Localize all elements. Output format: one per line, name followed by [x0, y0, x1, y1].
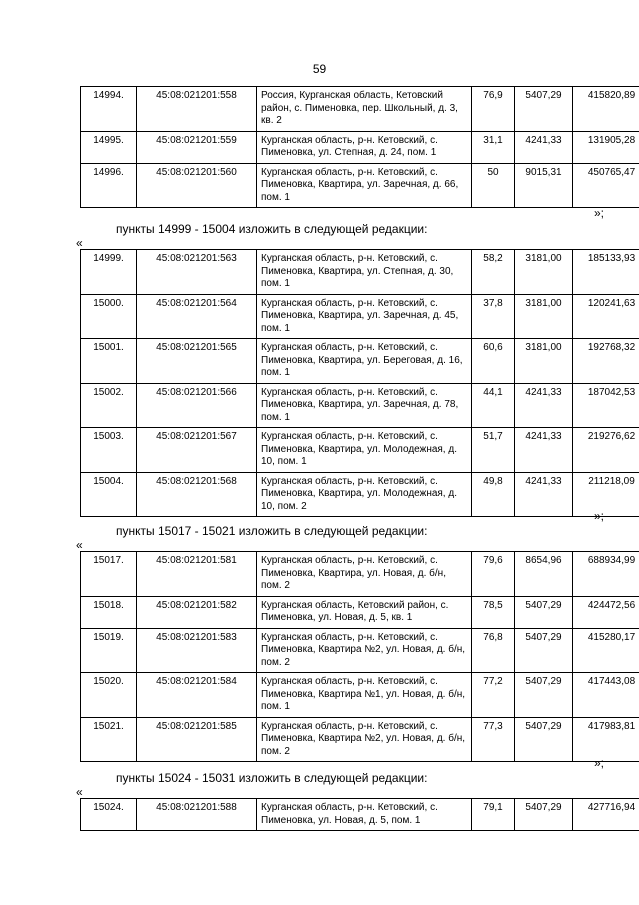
table-row [81, 428, 639, 473]
cell-address: Россия, Курганская область, Кетовский район, с. Пименовка, пер. Школьный, д. 3, кв. 2 [257, 87, 472, 132]
cell-total: 185133,93 [573, 250, 639, 295]
closing-quote: »; [594, 509, 605, 523]
cell-total: 417983,81 [573, 717, 639, 762]
cell-total: 120241,63 [573, 294, 639, 339]
table-row [81, 87, 639, 132]
cell-area: 51,7 [472, 428, 515, 473]
table-row [81, 717, 639, 762]
table-row [81, 163, 639, 208]
cell-number: 14999. [81, 250, 137, 295]
cell-address: Курганская область, р-н. Кетовский, с. Пименовка, Квартира №1, ул. Новая, д. б/н, пом. 1 [257, 673, 472, 718]
cell-address: Курганская область, р-н. Кетовский, с. Пименовка, Квартира, ул. Заречная, д. 45, пом. 1 [257, 294, 472, 339]
closing-quote: »; [594, 756, 605, 770]
cell-total: 450765,47 [573, 163, 639, 208]
table-row [81, 628, 639, 673]
page-number: 59 [312, 62, 327, 76]
section-heading: пункты 14999 - 15004 изложить в следующей редакции: [116, 222, 428, 236]
cell-area: 37,8 [472, 294, 515, 339]
table-row [81, 673, 639, 718]
cell-cadastral: 45:08:021201:567 [137, 428, 257, 473]
cell-number: 15004. [81, 472, 137, 517]
cell-area: 77,2 [472, 673, 515, 718]
cell-number: 14994. [81, 87, 137, 132]
table-row [81, 552, 639, 597]
cell-address: Курганская область, Кетовский район, с. Пименовка, ул. Новая, д. 5, кв. 1 [257, 596, 472, 628]
cell-cadastral: 45:08:021201:582 [137, 596, 257, 628]
cell-number: 15002. [81, 383, 137, 428]
cell-price: 3181,00 [515, 339, 573, 384]
cell-number: 15017. [81, 552, 137, 597]
cell-price: 5407,29 [515, 628, 573, 673]
cell-number: 15018. [81, 596, 137, 628]
cell-price: 4241,33 [515, 131, 573, 163]
registry-table-3 [80, 551, 639, 762]
registry-table-2 [80, 249, 639, 517]
section-heading: пункты 15024 - 15031 изложить в следующей редакции: [116, 771, 428, 785]
cell-price: 5407,29 [515, 717, 573, 762]
section-heading: пункты 15017 - 15021 изложить в следующей редакции: [116, 524, 428, 538]
cell-cadastral: 45:08:021201:585 [137, 717, 257, 762]
cell-address: Курганская область, р-н. Кетовский, с. Пименовка, Квартира №2, ул. Новая, д. б/н, пом. 2 [257, 628, 472, 673]
cell-total: 427716,94 [573, 799, 639, 831]
table-row [81, 596, 639, 628]
registry-table-4 [80, 798, 639, 831]
cell-address: Курганская область, р-н. Кетовский, с. Пименовка, Квартира, ул. Заречная, д. 78, пом. 1 [257, 383, 472, 428]
cell-total: 219276,62 [573, 428, 639, 473]
cell-area: 77,3 [472, 717, 515, 762]
cell-address: Курганская область, р-н. Кетовский, с. Пименовка, Квартира, ул. Береговая, д. 16, пом. 1 [257, 339, 472, 384]
opening-quote: « [76, 236, 83, 250]
cell-address: Курганская область, р-н. Кетовский, с. Пименовка, Квартира, ул. Заречная, д. 66, пом. 1 [257, 163, 472, 208]
cell-total: 424472,56 [573, 596, 639, 628]
cell-price: 4241,33 [515, 383, 573, 428]
cell-price: 5407,29 [515, 799, 573, 831]
cell-total: 131905,28 [573, 131, 639, 163]
cell-area: 79,6 [472, 552, 515, 597]
opening-quote: « [76, 538, 83, 552]
cell-address: Курганская область, р-н. Кетовский, с. Пименовка, Квартира, ул. Молодежная, д. 10, пом. 1 [257, 428, 472, 473]
table-row [81, 250, 639, 295]
cell-area: 79,1 [472, 799, 515, 831]
cell-cadastral: 45:08:021201:563 [137, 250, 257, 295]
cell-area: 49,8 [472, 472, 515, 517]
cell-number: 14996. [81, 163, 137, 208]
cell-cadastral: 45:08:021201:568 [137, 472, 257, 517]
cell-cadastral: 45:08:021201:588 [137, 799, 257, 831]
cell-number: 14995. [81, 131, 137, 163]
cell-area: 50 [472, 163, 515, 208]
cell-cadastral: 45:08:021201:558 [137, 87, 257, 132]
cell-number: 15019. [81, 628, 137, 673]
cell-area: 44,1 [472, 383, 515, 428]
cell-area: 58,2 [472, 250, 515, 295]
cell-number: 15021. [81, 717, 137, 762]
opening-quote: « [76, 785, 83, 799]
cell-total: 688934,99 [573, 552, 639, 597]
cell-address: Курганская область, р-н. Кетовский, с. Пименовка, Квартира, ул. Степная, д. 30, пом. 1 [257, 250, 472, 295]
cell-number: 15020. [81, 673, 137, 718]
cell-number: 15000. [81, 294, 137, 339]
table-row [81, 131, 639, 163]
cell-address: Курганская область, р-н. Кетовский, с. Пименовка, ул. Степная, д. 24, пом. 1 [257, 131, 472, 163]
table-row [81, 294, 639, 339]
cell-address: Курганская область, р-н. Кетовский, с. Пименовка, Квартира, ул. Молодежная, д. 10, пом. 2 [257, 472, 472, 517]
cell-area: 76,9 [472, 87, 515, 132]
cell-area: 60,6 [472, 339, 515, 384]
cell-cadastral: 45:08:021201:566 [137, 383, 257, 428]
cell-total: 192768,32 [573, 339, 639, 384]
cell-area: 78,5 [472, 596, 515, 628]
table-row [81, 472, 639, 517]
closing-quote: »; [594, 206, 605, 220]
cell-total: 417443,08 [573, 673, 639, 718]
cell-total: 187042,53 [573, 383, 639, 428]
cell-cadastral: 45:08:021201:564 [137, 294, 257, 339]
cell-price: 5407,29 [515, 87, 573, 132]
cell-cadastral: 45:08:021201:560 [137, 163, 257, 208]
table-row [81, 383, 639, 428]
cell-address: Курганская область, р-н. Кетовский, с. Пименовка, Квартира №2, ул. Новая, д. б/н, пом. 2 [257, 717, 472, 762]
cell-area: 31,1 [472, 131, 515, 163]
cell-cadastral: 45:08:021201:583 [137, 628, 257, 673]
cell-price: 8654,96 [515, 552, 573, 597]
cell-cadastral: 45:08:021201:565 [137, 339, 257, 384]
cell-cadastral: 45:08:021201:584 [137, 673, 257, 718]
cell-number: 15003. [81, 428, 137, 473]
cell-total: 415280,17 [573, 628, 639, 673]
cell-number: 15001. [81, 339, 137, 384]
cell-price: 5407,29 [515, 673, 573, 718]
cell-total: 415820,89 [573, 87, 639, 132]
cell-price: 9015,31 [515, 163, 573, 208]
table-row [81, 799, 639, 831]
cell-price: 5407,29 [515, 596, 573, 628]
table-row [81, 339, 639, 384]
registry-table-1 [80, 86, 639, 208]
cell-cadastral: 45:08:021201:581 [137, 552, 257, 597]
cell-total: 211218,09 [573, 472, 639, 517]
cell-area: 76,8 [472, 628, 515, 673]
cell-address: Курганская область, р-н. Кетовский, с. Пименовка, Квартира, ул. Новая, д. б/н, пом. 2 [257, 552, 472, 597]
cell-price: 3181,00 [515, 250, 573, 295]
cell-price: 4241,33 [515, 472, 573, 517]
cell-number: 15024. [81, 799, 137, 831]
cell-address: Курганская область, р-н. Кетовский, с. Пименовка, ул. Новая, д. 5, пом. 1 [257, 799, 472, 831]
cell-cadastral: 45:08:021201:559 [137, 131, 257, 163]
cell-price: 4241,33 [515, 428, 573, 473]
cell-price: 3181,00 [515, 294, 573, 339]
